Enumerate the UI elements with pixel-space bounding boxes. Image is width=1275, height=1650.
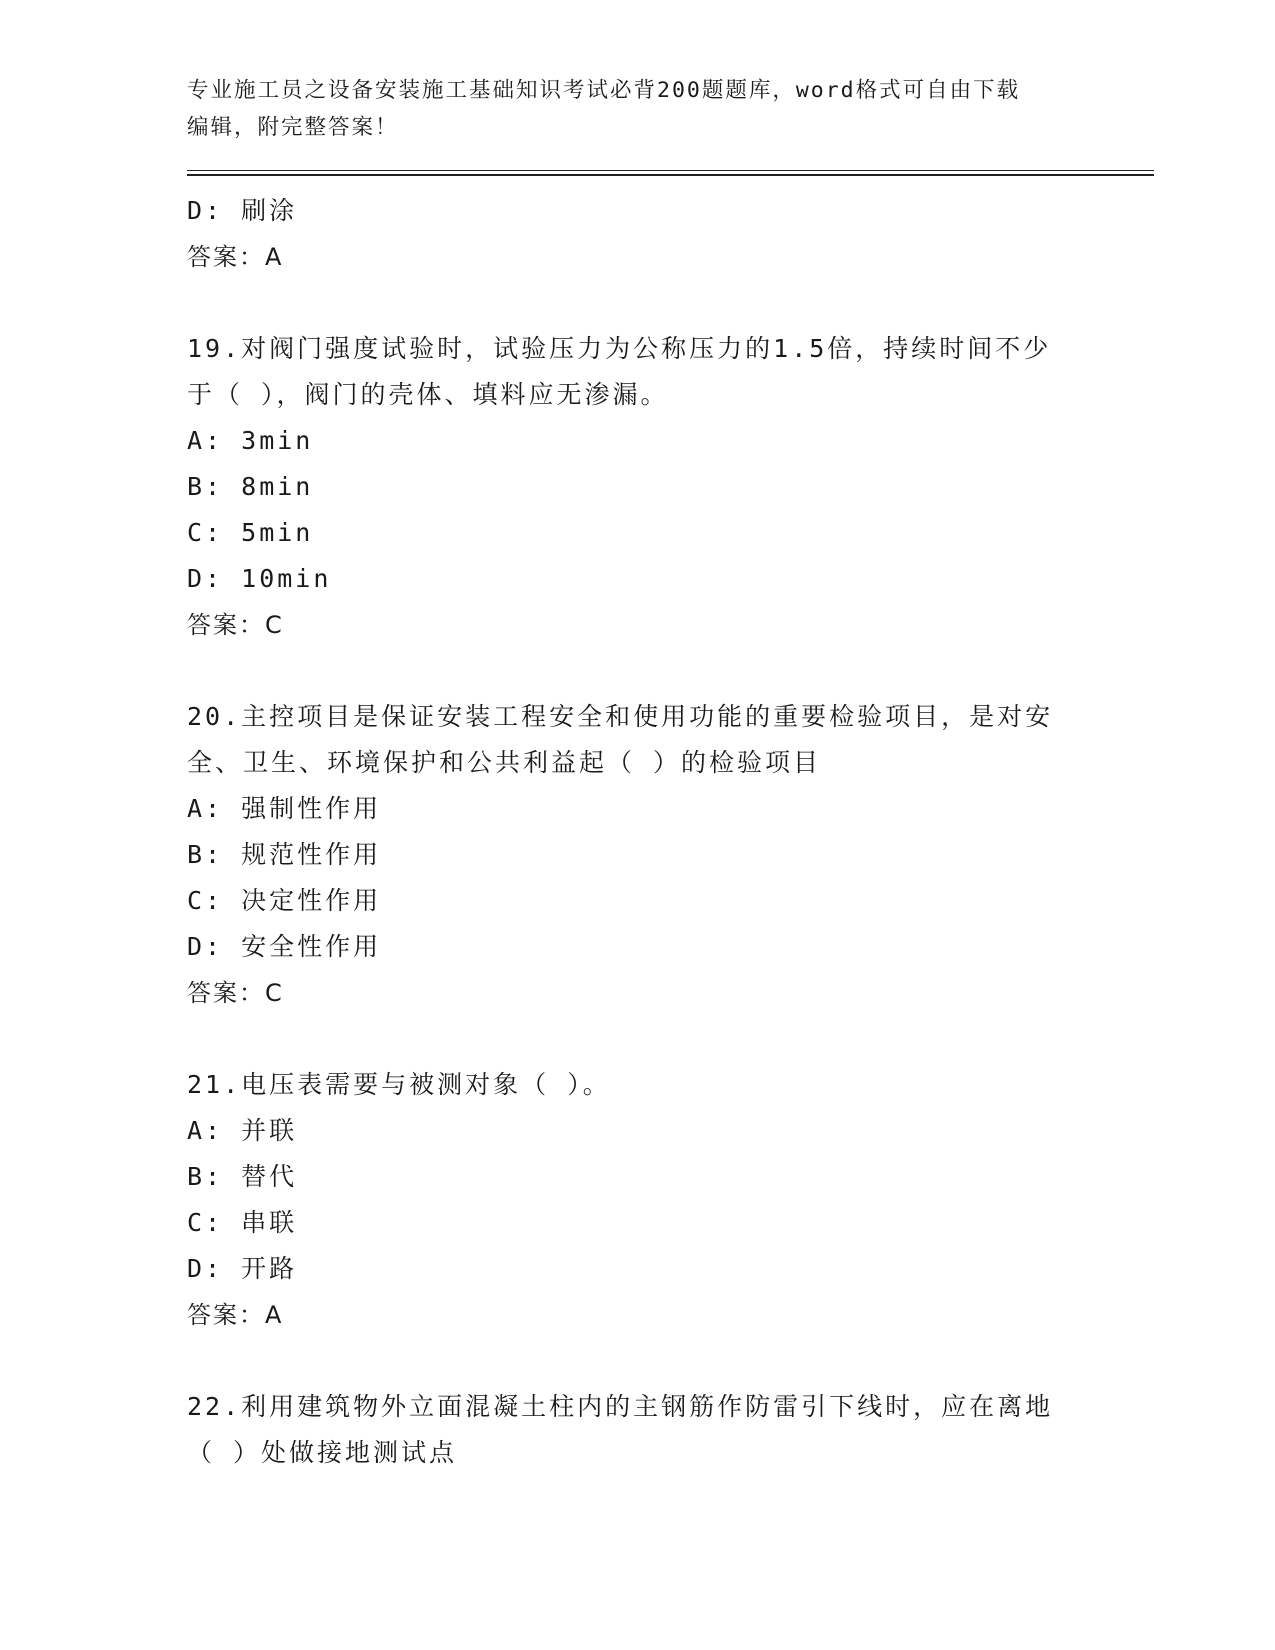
option-c: C: 5min bbox=[187, 518, 314, 547]
question-stem-line-1: 21.电压表需要与被测对象（ ）。 bbox=[187, 1070, 611, 1099]
question-stem-line-2: 全、卫生、环境保护和公共利益起（ ）的检验项目 bbox=[187, 748, 822, 777]
question-stem-line-1: 20.主控项目是保证安装工程安全和使用功能的重要检验项目，是对安 bbox=[187, 702, 1054, 731]
option-a: A: 强制性作用 bbox=[187, 794, 382, 823]
header-title-line-2: 编辑，附完整答案！ bbox=[187, 115, 399, 140]
spacer bbox=[187, 648, 1087, 694]
option-d: D: 安全性作用 bbox=[187, 932, 382, 961]
answer-line: 答案：A bbox=[187, 1301, 284, 1329]
question-stem-line-2: 于（ ），阀门的壳体、填料应无渗漏。 bbox=[187, 380, 669, 409]
spacer bbox=[187, 280, 1087, 326]
question-18-fragment bbox=[187, 188, 1087, 280]
document-header bbox=[187, 72, 1087, 146]
spacer bbox=[187, 1338, 1087, 1384]
option-c: C: 串联 bbox=[187, 1208, 298, 1237]
option-d: D: 刷涂 bbox=[187, 196, 298, 225]
option-b: B: 规范性作用 bbox=[187, 840, 382, 869]
question-22 bbox=[187, 1384, 1087, 1476]
option-b: B: 替代 bbox=[187, 1162, 298, 1191]
option-a: A: 3min bbox=[187, 426, 314, 455]
question-stem-line-2: （ ）处做接地测试点 bbox=[187, 1438, 458, 1467]
header-divider-thick bbox=[187, 174, 1154, 176]
question-19 bbox=[187, 326, 1087, 648]
question-stem-line-1: 19.对阀门强度试验时，试验压力为公称压力的1.5倍，持续时间不少 bbox=[187, 334, 1052, 363]
option-a: A: 并联 bbox=[187, 1116, 298, 1145]
document-body bbox=[187, 188, 1087, 1476]
option-b: B: 8min bbox=[187, 472, 314, 501]
option-d: D: 10min bbox=[187, 564, 332, 593]
question-21 bbox=[187, 1062, 1087, 1338]
question-stem-line-1: 22.利用建筑物外立面混凝土柱内的主钢筋作防雷引下线时，应在离地 bbox=[187, 1392, 1054, 1421]
answer-line: 答案：C bbox=[187, 979, 284, 1007]
header-title-line-1: 专业施工员之设备安装施工基础知识考试必背200题题库，word格式可自由下载 bbox=[187, 78, 1021, 103]
option-d: D: 开路 bbox=[187, 1254, 298, 1283]
spacer bbox=[187, 1016, 1087, 1062]
option-c: C: 决定性作用 bbox=[187, 886, 382, 915]
question-20 bbox=[187, 694, 1087, 1016]
answer-line: 答案：A bbox=[187, 243, 284, 271]
header-divider-thin bbox=[187, 170, 1154, 171]
answer-line: 答案：C bbox=[187, 611, 284, 639]
